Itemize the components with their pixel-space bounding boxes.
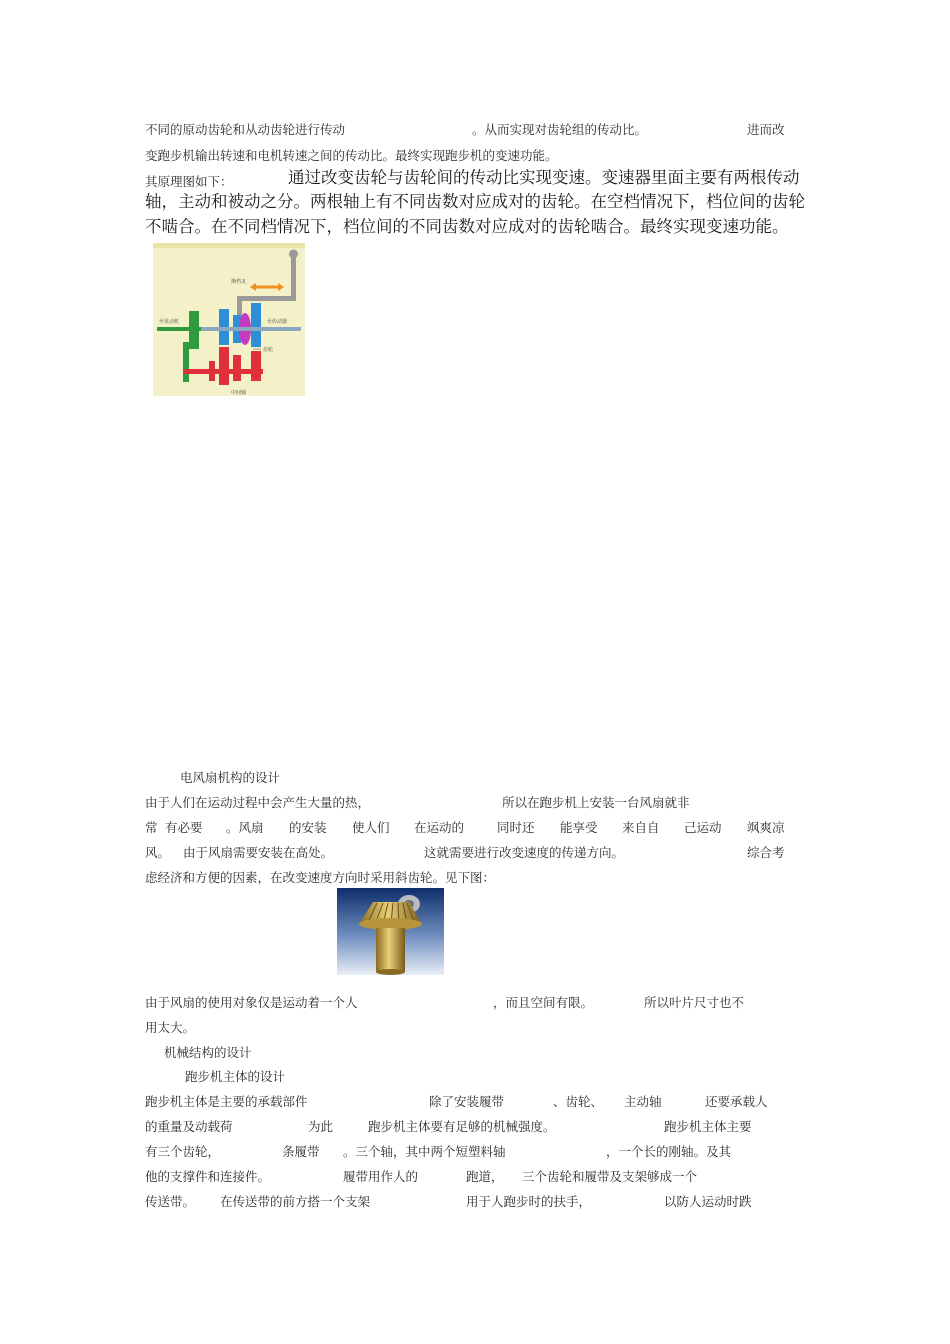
text-line: 跑步机主体是主要的承载部件 (145, 1094, 308, 1109)
text-fragment: 常 (145, 820, 158, 835)
text-line: 。从而实现对齿轮组的传动比。 (472, 122, 648, 137)
text-line: 由于人们在运动过程中会产生大量的热， (145, 795, 371, 810)
label-to-transmission: 至传动器 (267, 319, 288, 325)
gearbox-diagram-image (153, 243, 305, 396)
text-line: 不同的原动齿轮和从动齿轮进行传动 (145, 122, 346, 137)
text-line: 在传送带的前方搭一个支架 (220, 1194, 371, 1209)
text-line: 、齿轮、 (553, 1094, 604, 1109)
text-line: 跑道， (466, 1169, 504, 1184)
text-fragment: 有必要 (165, 820, 203, 835)
text-line: 虑经济和方便的因素，在改变速度方向时采用斜齿轮。见下图： (145, 870, 496, 885)
text-line: 所以叶片尺寸也不 (644, 995, 745, 1010)
text-fragment: 同时还 (497, 820, 535, 835)
text-fragment: 的安装 (289, 820, 327, 835)
text-line: 由于风扇需要安装在高处。 (183, 845, 334, 860)
text-line: 所以在跑步机上安装一台风扇就非 (502, 795, 690, 810)
text-line: 用于人跑步时的扶手， (466, 1194, 592, 1209)
bevel-gear-image (337, 888, 444, 975)
section-heading: 电风扇机构的设计 (180, 770, 281, 785)
text-line: 其原理图如下： (145, 174, 233, 189)
text-line: 除了安装履带 (429, 1094, 505, 1109)
text-line: 还要承载人 (705, 1094, 768, 1109)
text-line: ，一个长的刚轴。及其 (606, 1144, 732, 1159)
section-heading: 机械结构的设计 (164, 1045, 252, 1060)
text-line: 用太大。 (145, 1020, 196, 1035)
text-line: 综合考 (747, 845, 785, 860)
section-subheading: 跑步机主体的设计 (185, 1069, 286, 1084)
text-fragment: 。风扇 (226, 820, 264, 835)
text-line: 这就需要进行改变速度的传递方向。 (424, 845, 625, 860)
text-line: ，而且空间有限。 (493, 995, 594, 1010)
text-line: 变跑步机输出转速和电机转速之间的传动比。最终实现跑步机的变速功能。 (145, 148, 558, 163)
text-line: 的重量及动载荷 (145, 1119, 233, 1134)
text-line: 由于风扇的使用对象仅是运动着一个人 (145, 995, 358, 1010)
text-line: 条履带 (282, 1144, 320, 1159)
text-fragment: 使人们 (352, 820, 390, 835)
label-countershaft: 中间轴 (231, 390, 247, 396)
text-line: 为此 (308, 1119, 334, 1134)
text-line: 轴，主动和被动之分。两根轴上有不同齿数对应成对的齿轮。在空档情况下，档位间的齿轮 (145, 192, 805, 211)
label-shift-fork: 换档叉 (231, 279, 247, 285)
text-line: 跑步机主体要有足够的机械强度。 (368, 1119, 556, 1134)
text-fragment: 己运动 (684, 820, 722, 835)
text-line: 通过改变齿轮与齿轮间的传动比实现变速。变速器里面主要有两根传动 (288, 168, 800, 187)
label-to-engine: 至发动机 (159, 319, 180, 325)
text-line: 传送带。 (145, 1194, 196, 1209)
text-fragment: 来自自 (622, 820, 660, 835)
text-line: 有三个齿轮， (145, 1144, 221, 1159)
text-line: 风。 (145, 845, 171, 860)
text-line: 进而改 (747, 122, 785, 137)
text-line: 三个齿轮和履带及支架够成一个 (522, 1169, 698, 1184)
text-fragment: 飒爽凉 (747, 820, 785, 835)
text-line: 主动轴 (624, 1094, 662, 1109)
text-line: 以防人运动时跌 (664, 1194, 752, 1209)
text-line: 不啮合。在不同档情况下，档位间的不同齿数对应成对的齿轮啮合。最终实现变速功能。 (145, 217, 789, 236)
text-line: 跑步机主体主要 (664, 1119, 752, 1134)
text-line: 履带用作人的 (343, 1169, 419, 1184)
label-shaft: 齿轮 (263, 347, 274, 353)
text-fragment: 在运动的 (414, 820, 465, 835)
text-line: 。三个轴，其中两个短塑料轴 (343, 1144, 506, 1159)
text-line: 他的支撑件和连接件。 (145, 1169, 271, 1184)
text-fragment: 能享受 (560, 820, 598, 835)
